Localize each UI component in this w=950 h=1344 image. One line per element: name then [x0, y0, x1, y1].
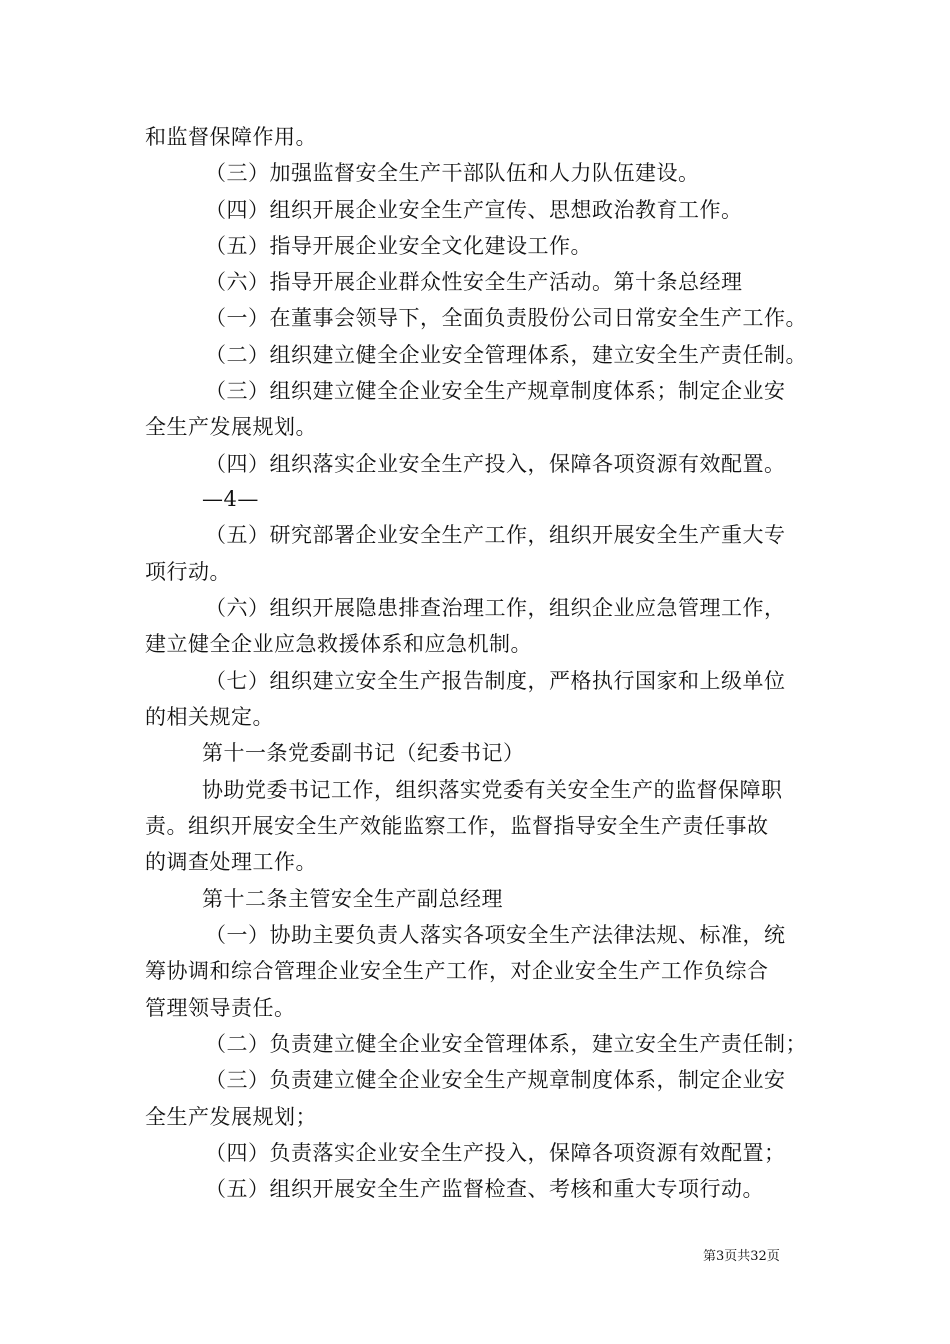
text-line: （五）指导开展企业安全文化建设工作。	[205, 234, 592, 258]
text-line: （四）组织落实企业安全生产投入，保障各项资源有效配置。	[205, 452, 786, 476]
text-line: 全生产发展规划。	[145, 415, 317, 439]
text-line: 的相关规定。	[145, 705, 274, 729]
text-line: （五）组织开展安全生产监督检查、考核和重大专项行动。	[205, 1177, 764, 1201]
text-line: 的调查处理工作。	[145, 850, 317, 874]
text-line: （四）组织开展企业安全生产宣传、思想政治教育工作。	[205, 198, 743, 222]
section-heading: 第十二条主管安全生产副总经理	[202, 887, 503, 911]
text-line: 筹协调和综合管理企业安全生产工作，对企业安全生产工作负综合	[145, 959, 769, 983]
text-line: 管理领导责任。	[145, 996, 296, 1020]
text-line: （四）负责落实企业安全生产投入，保障各项资源有效配置；	[205, 1141, 786, 1165]
text-line: 建立健全企业应急救援体系和应急机制。	[145, 632, 532, 656]
text-line: （一）在董事会领导下，全面负责股份公司日常安全生产工作。	[205, 306, 807, 330]
text-line: （三）加强监督安全生产干部队伍和人力队伍建设。	[205, 161, 700, 185]
text-line: 和监督保障作用。	[145, 125, 317, 149]
text-line: （一）协助主要负责人落实各项安全生产法律法规、标准，统	[205, 923, 786, 947]
text-line: （六）指导开展企业群众性安全生产活动。第十条总经理	[205, 270, 743, 294]
text-line: （七）组织建立安全生产报告制度，严格执行国家和上级单位	[205, 669, 786, 693]
text-line: 协助党委书记工作，组织落实党委有关安全生产的监督保障职	[202, 778, 783, 802]
text-line: （二）负责建立健全企业安全管理体系，建立安全生产责任制；	[205, 1032, 807, 1056]
text-line: 项行动。	[145, 560, 231, 584]
text-line: （三）组织建立健全企业安全生产规章制度体系；制定企业安	[205, 379, 786, 403]
text-line: （六）组织开展隐患排查治理工作，组织企业应急管理工作，	[205, 596, 786, 620]
inline-page-number: —4—	[202, 487, 259, 511]
text-line: （二）组织建立健全企业安全管理体系，建立安全生产责任制。	[205, 343, 807, 367]
text-line: （五）研究部署企业安全生产工作，组织开展安全生产重大专	[205, 523, 786, 547]
section-heading: 第十一条党委副书记（纪委书记）	[202, 741, 525, 765]
text-line: （三）负责建立健全企业安全生产规章制度体系，制定企业安	[205, 1068, 786, 1092]
text-line: 责。组织开展安全生产效能监察工作，监督指导安全生产责任事故	[145, 814, 769, 838]
page-footer-label: 第3页共32页	[703, 1249, 780, 1264]
text-line: 全生产发展规划；	[145, 1105, 317, 1129]
